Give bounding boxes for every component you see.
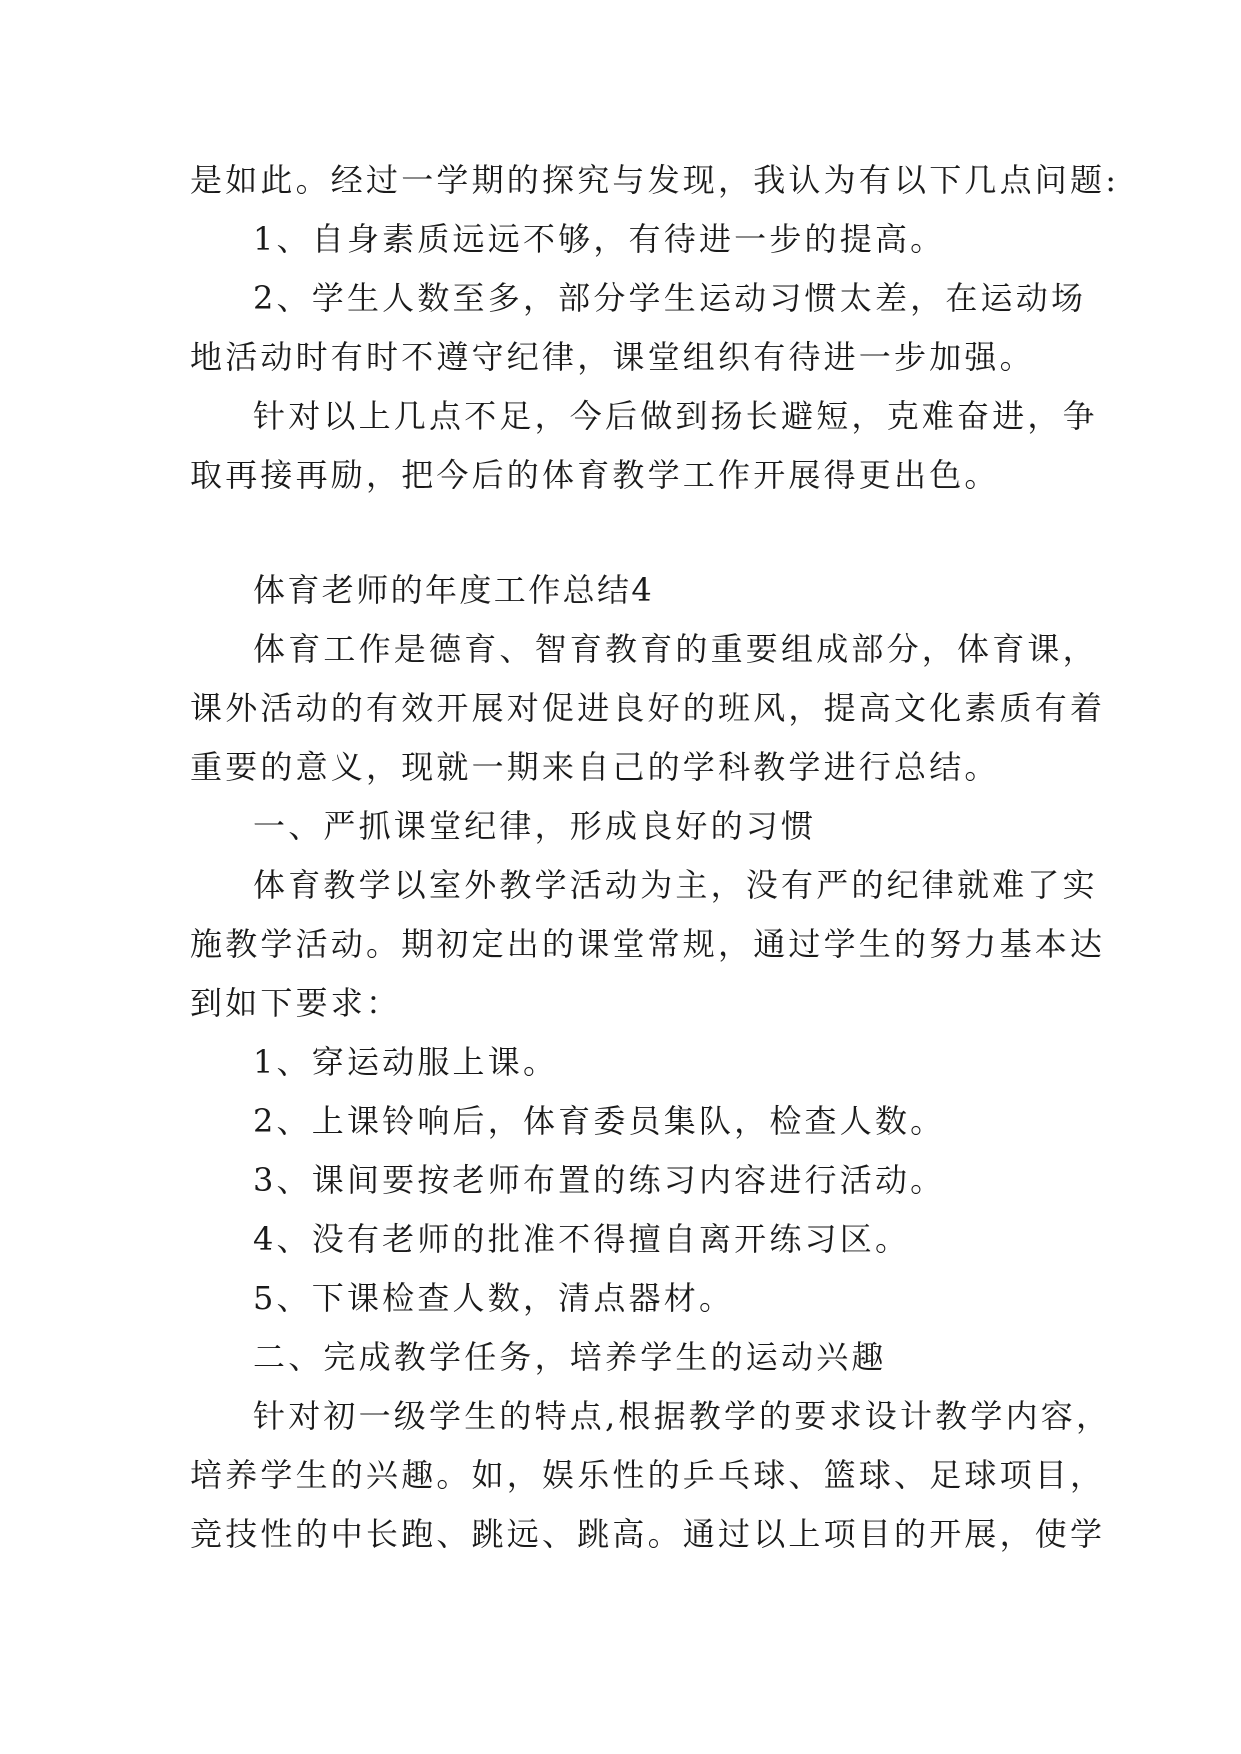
list-item: 1、自身素质远远不够，有待进一步的提高。 (253, 220, 946, 258)
paragraph-line: 竞技性的中长跑、跳远、跳高。通过以上项目的开展，使学 (190, 1515, 1106, 1553)
paragraph-line: 体育教学以室外教学活动为主，没有严的纪律就难了实 (253, 866, 1098, 904)
list-item: 2、学生人数至多，部分学生运动习惯太差，在运动场 (253, 279, 1087, 317)
paragraph-line: 到如下要求： (190, 984, 402, 1022)
list-item: 1、穿运动服上课。 (253, 1043, 559, 1081)
list-item: 2、上课铃响后，体育委员集队，检查人数。 (253, 1102, 946, 1140)
paragraph-line: 针对初一级学生的特点,根据教学的要求设计教学内容， (253, 1397, 1112, 1435)
list-item: 4、没有老师的批准不得擅自离开练习区。 (253, 1220, 911, 1258)
paragraph-line: 培养学生的兴趣。如，娱乐性的乒乓球、篮球、足球项目， (190, 1456, 1106, 1494)
paragraph-line: 体育工作是德育、智育教育的重要组成部分，体育课， (253, 630, 1098, 668)
paragraph-line: 是如此。经过一学期的探究与发现，我认为有以下几点问题: (190, 161, 1120, 199)
section-title: 体育老师的年度工作总结4 (253, 571, 655, 609)
section-heading: 一、严抓课堂纪律，形成良好的习惯 (253, 807, 817, 845)
paragraph-line: 课外活动的有效开展对促进良好的班风，提高文化素质有着 (190, 689, 1106, 727)
list-item: 3、课间要按老师布置的练习内容进行活动。 (253, 1161, 946, 1199)
paragraph-line: 重要的意义，现就一期来自己的学科教学进行总结。 (190, 748, 1000, 786)
paragraph-line: 施教学活动。期初定出的课堂常规，通过学生的努力基本达 (190, 925, 1106, 963)
paragraph-line: 地活动时有时不遵守纪律，课堂组织有待进一步加强。 (190, 338, 1035, 376)
paragraph-line: 取再接再励，把今后的体育教学工作开展得更出色。 (190, 456, 1000, 494)
list-item: 5、下课检查人数，清点器材。 (253, 1279, 735, 1317)
paragraph-line: 针对以上几点不足，今后做到扬长避短，克难奋进，争 (253, 397, 1098, 435)
section-heading: 二、完成教学任务，培养学生的运动兴趣 (253, 1338, 887, 1376)
